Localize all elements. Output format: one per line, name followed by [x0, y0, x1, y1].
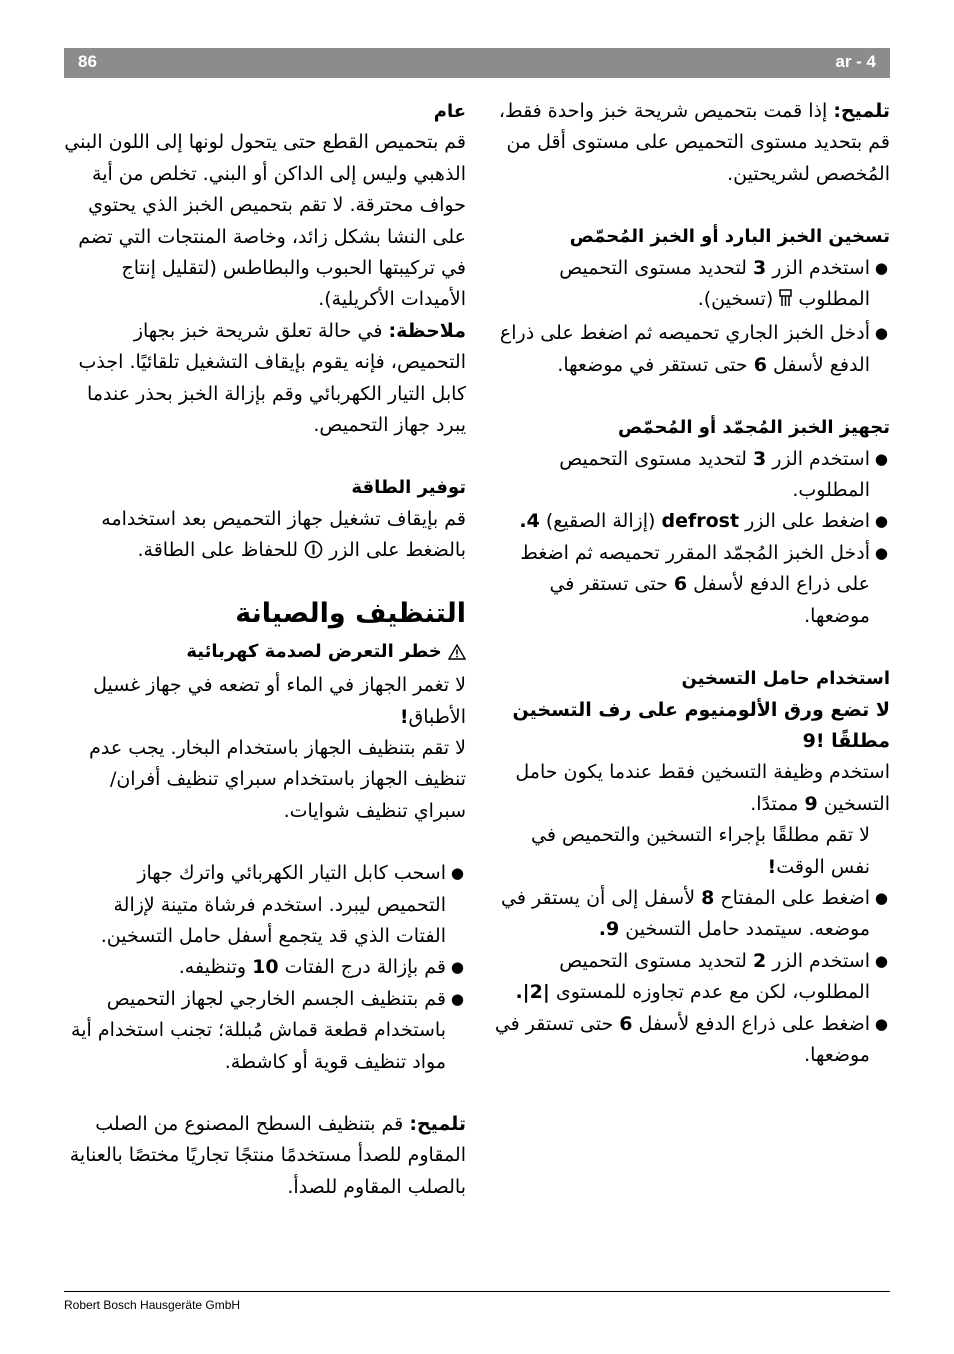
- general-paragraph: قم بتحميص القطع حتى يتحول لونها إلى اللون البني الذهبي وليس إلى الداكن أو البني. تخلص من أية حواف محترقة. لا تقم بتحميص الخبز الذي يحتوي على النشا بشكل زائد، وخاصة المنتجات التي تضم في تركيبتها الحبوب والبطاطس (لتقليل إنتاج الأميدات الأكريلية).: [64, 131, 466, 311]
- cleaning-steps-list: [64, 858, 466, 1078]
- danger-paragraph-1: لا تغمر الجهاز في الماء أو تضعه في جهاز غسيل الأطباق!: [93, 674, 466, 728]
- power-icon: [304, 538, 323, 569]
- list-item: ● اضغط على ذراع الدفع لأسفل 6 حتى تستقر في موضعها.: [494, 1012, 888, 1066]
- list-item: ● استخدم الزر 3 لتحديد مستوى التحميص المطلوب (تسخين).: [490, 253, 890, 319]
- warming-rack-icon: [779, 287, 792, 318]
- list-item: ● أدخل الخبز الجاري تحميصه ثم اضغط على ذراع الدفع لأسفل 6 حتى تستقر في موضعها.: [499, 322, 888, 376]
- footer-divider: [64, 1291, 890, 1292]
- cleaning-tip-paragraph: تلميح: قم بتنظيف السطح المصنوع من الصلب المقاوم للصدأ مستخدمًا منتجًا تجاريًا مختصًا بالعناية بالصلب المقاوم للصدأ.: [69, 1112, 466, 1198]
- list-item: ● اضغط على الزر defrost (إزالة الصقيع) 4.: [519, 510, 888, 533]
- general-section-title: عام: [433, 101, 466, 122]
- warm-section-title: تسخين الخبز البارد أو الخبز المُحمّص: [569, 226, 890, 248]
- warning-icon: [448, 639, 466, 670]
- list-item: ● استخدم الزر 3 لتحديد مستوى التحميص المطلوب.: [559, 447, 888, 502]
- rack-warning: لا تضع ورق الألومنيوم على رف التسخين مطلقًا !9: [512, 698, 890, 752]
- rack-steps-list: [490, 883, 890, 1071]
- cleaning-section-title: التنظيف والصيانة: [235, 597, 466, 629]
- rack-paragraph: استخدم وظيفة التسخين فقط عندما يكون حامل التسخين 9 ممتدًا.: [515, 761, 890, 815]
- right-column: [490, 96, 890, 1071]
- frozen-steps-list: [490, 444, 890, 632]
- danger-title: خطر التعرض لصدمة كهربائية: [64, 636, 466, 670]
- energy-section-title: توفير الطاقة: [351, 477, 466, 499]
- list-item: ● اسحب كابل التيار الكهربائي واترك جهاز التحميص ليبرد. استخدم فرشاة متينة لإزالة الفتات الذي قد يتجمع أسفل حامل التسخين.: [100, 862, 464, 947]
- left-column: [64, 96, 466, 1203]
- frozen-section-title: تجهيز الخبز المُجمّد أو المُحمّص: [617, 417, 890, 439]
- list-item: ● اضغط على المفتاح 8 لأسفل إلى أن يستقر في موضعه. سيتمدد حامل التسخين 9.: [501, 886, 888, 941]
- list-item: ● أدخل الخبز المُجمّد المقرر تحميصه ثم اضغط على ذراع الدفع لأسفل 6 حتى تستقر في موضعها.: [520, 541, 888, 627]
- tip-paragraph: تلميح: إذا قمت بتحميص شريحة خبز واحدة فقط، قم بتحديد مستوى التحميص على مستوى أقل من المُخصص لشريحتين.: [498, 100, 890, 185]
- list-item: ● قم بتنظيف الجسم الخارجي لجهاز التحميص باستخدام قطعة قماش مُبللة؛ تجنب استخدام أية مواد تنظيف قوية أو كاشطة.: [71, 987, 464, 1073]
- warm-steps-list: [490, 253, 890, 382]
- list-item: ● قم بإزالة درج الفتات 10 وتنظيفه.: [178, 956, 464, 979]
- rack-warning-2: لا تقم مطلقًا بإجراء التسخين والتحميص في نفس الوقت!: [531, 824, 870, 878]
- footer-company: Robert Bosch Hausgeräte GmbH: [64, 1298, 241, 1312]
- page-header: [64, 48, 890, 78]
- section-label: ar - 4: [835, 52, 876, 71]
- energy-paragraph: قم بإيقاف تشغيل جهاز التحميص بعد استخدامه بالضغط على الزر للحفاظ على الطاقة.: [64, 504, 466, 570]
- rack-section-title: استخدام حامل التسخين: [681, 668, 890, 690]
- page-number: 86: [78, 52, 97, 71]
- note-paragraph: ملاحظة: في حالة تعلق شريحة خبز بجهاز التحميص، فإنه يقوم بإيقاف التشغيل تلقائيًا. اجذب كابل التيار الكهربائي وقم بإزالة الخبز بحذر عندما يبرد جهاز التحميص.: [78, 319, 466, 437]
- list-item: ● استخدم الزر 2 لتحديد مستوى التحميص المطلوب، لكن مع عدم تجاوزه للمستوى |2|.: [515, 949, 888, 1004]
- danger-paragraph-2: لا تقم بتنظيف الجهاز باستخدام البخار. يجب عدم تنظيف الجهاز باستخدام سبراي تنظيف أفران/سبراي تنظيف شوايات.: [89, 736, 466, 822]
